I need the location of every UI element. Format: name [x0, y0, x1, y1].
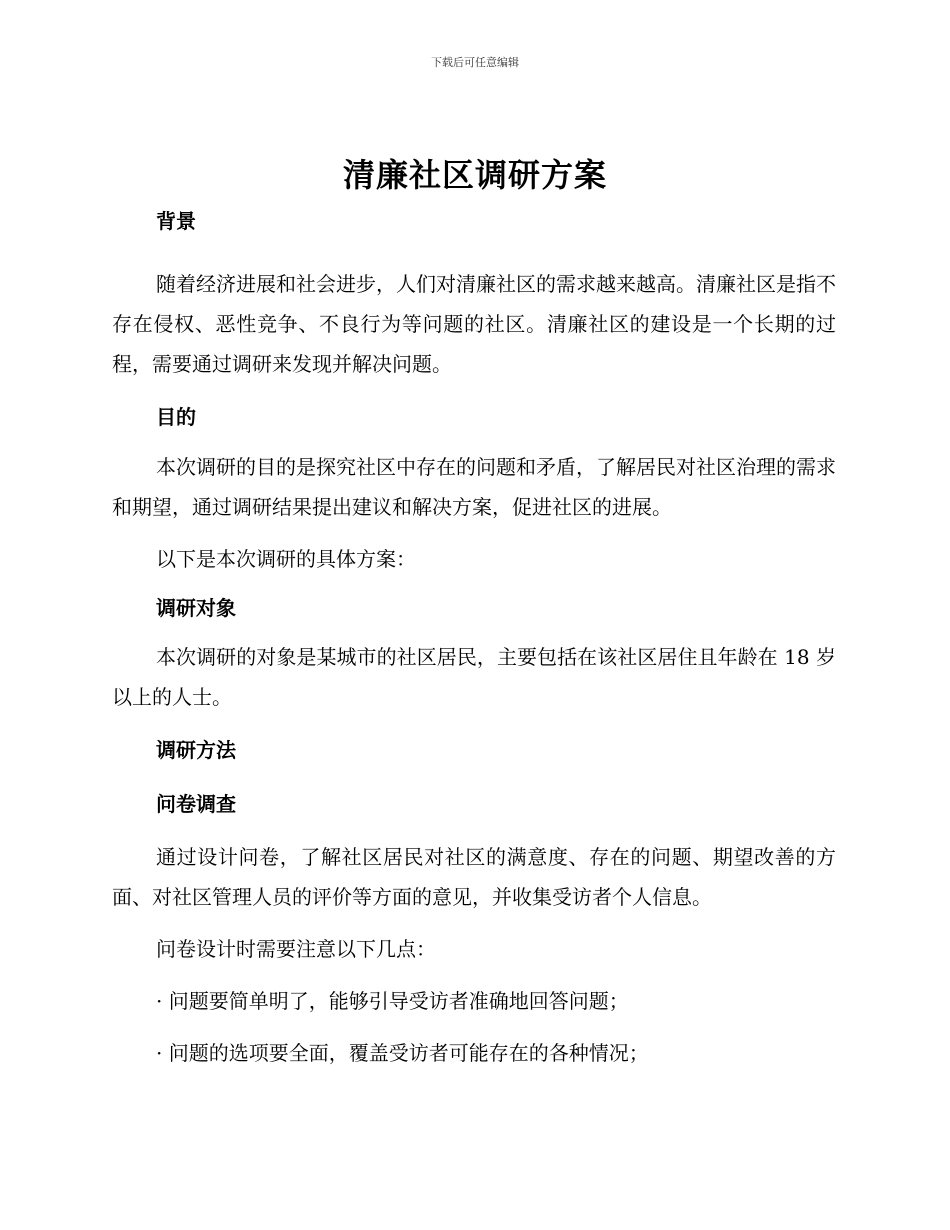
- header-note: 下载后可任意编辑: [431, 56, 519, 69]
- plan-intro-paragraph: 以下是本次调研的具体方案：: [156, 547, 416, 571]
- section-heading-purpose: 目的: [156, 405, 196, 429]
- questionnaire-notes-intro: 问卷设计时需要注意以下几点：: [156, 937, 436, 961]
- section-heading-questionnaire: 问卷调查: [156, 792, 236, 816]
- document-title: 清廉社区调研方案: [342, 156, 607, 194]
- purpose-paragraph: 本次调研的目的是探究社区中存在的问题和矛盾，了解居民对社区治理的需求和期望，通过调研结果提出建议和解决方案，促进社区的进展。: [112, 455, 836, 519]
- subjects-paragraph: 本次调研的对象是某城市的社区居民，主要包括在该社区居住且年龄在 18 岁以上的人士。: [112, 645, 836, 709]
- section-heading-methods: 调研方法: [156, 738, 236, 762]
- questionnaire-paragraph: 通过设计问卷，了解社区居民对社区的满意度、存在的问题、期望改善的方面、对社区管理人员的评价等方面的意见，并收集受访者个人信息。: [112, 845, 836, 909]
- list-item: · 问题的选项要全面，覆盖受访者可能存在的各种情况；: [156, 1041, 649, 1065]
- background-paragraph: 随着经济进展和社会进步，人们对清廉社区的需求越来越高。清廉社区是指不存在侵权、恶性竞争、不良行为等问题的社区。清廉社区的建设是一个长期的过程，需要通过调研来发现并解决问题。: [112, 272, 836, 376]
- section-heading-background: 背景: [156, 209, 196, 233]
- list-item: · 问题要简单明了，能够引导受访者准确地回答问题；: [156, 989, 629, 1013]
- section-heading-subjects: 调研对象: [156, 596, 236, 620]
- document-body: [112, 200, 836, 1073]
